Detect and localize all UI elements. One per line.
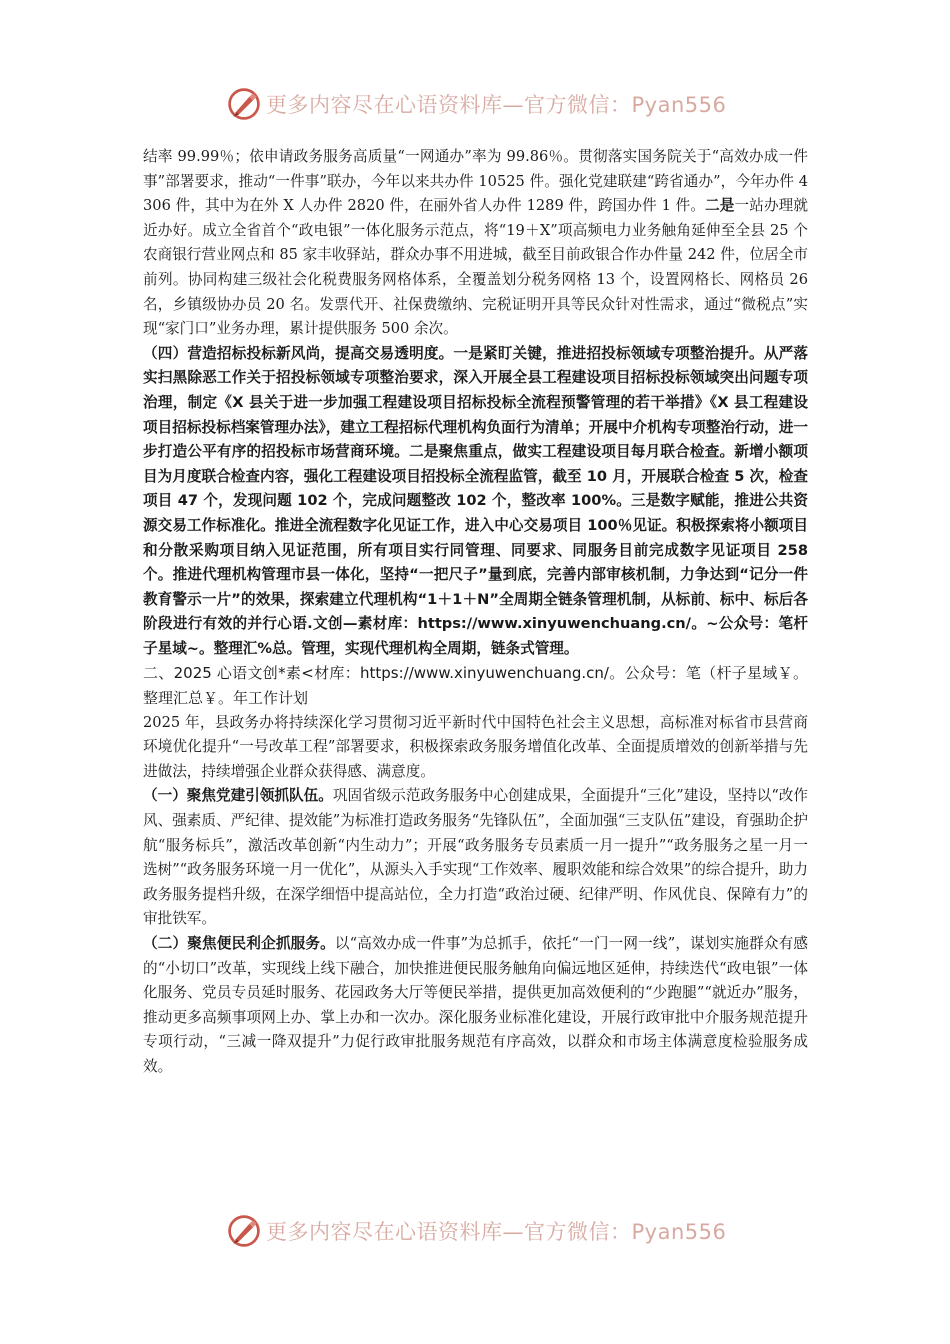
pen-logo-icon bbox=[226, 86, 262, 122]
header-watermark-banner bbox=[226, 84, 746, 124]
document-body bbox=[143, 145, 808, 1080]
paragraph-convenience-service bbox=[143, 932, 808, 1080]
bold-lead: （一）聚焦党建引领抓队伍。 bbox=[143, 787, 333, 805]
paragraph-text: 以“高效办成一件事”为总抓手，依托“一门一网一线”，谋划实施群众有感的“小切口”改革，实现线上线下融合，加快推进便民服务触角向偏远地区延伸，持续迭代“政电银”一体化服务、党员专员延时服务、花园政务大厅等便民举措，提供更加高效便利的“少跑腿”“就近办”服务，推动更多高频事项网上办、掌上办和一次办。深化服务业标准化建设，开展行政审批中介服务规范提升专项行动，“三减一降双提升”力促行政审批服务规范有序高效，以群众和市场主体满意度检验服务成效。 bbox=[143, 935, 808, 1075]
section-heading-2025-plan: 二、2025 心语文创*素<材库：https://www.xinyuwenchuang.cn/。公众号：笔（杆子星域￥。整理汇总￥。年工作计划 bbox=[143, 664, 808, 708]
paragraph-text: 结率 99.99％；依申请政务服务高质量“一网通办”率为 99.86％。贯彻落实国务院关于“高效办成一件事”部署要求，推动“一件事”联办，今年以来共办件 10525 件。强化党建联建“跨省通办”，今年办件 4306 件，其中为在外 X 人办件 2820 件，在丽外省人办件 1289 件，跨国办件 1 件。 bbox=[143, 148, 808, 215]
pen-logo-icon bbox=[226, 1213, 262, 1249]
paragraph-tax-and-service bbox=[143, 145, 808, 342]
paragraph-text: 一站办理就近办好。成立全省首个“政电银”一体化服务示范点，将“19＋X”项高频电力业务触角延伸至全县 25 个农商银行营业网点和 85 家丰收驿站，群众办事不用进城，截至目前政银合作办件量 242 件，位居全市前列。协同构建三级社会化税费服务网格体系，全覆盖划分税务网格 13 个，设置网格长、网格员 26 名，乡镇级协办员 20 名。发票代开、社保费缴纳、完税证明开具等民众针对性需求，通过“微税点”实现“家门口”业务办理，累计提供服务 500 余次。 bbox=[143, 197, 808, 338]
banner-text: 更多内容尽在心语资料库—官方微信：Pyan556 bbox=[266, 1220, 727, 1244]
footer-watermark-banner bbox=[226, 1211, 746, 1251]
paragraph-party-building bbox=[143, 784, 808, 932]
bold-lead: 二是 bbox=[705, 197, 735, 215]
paragraph-bidding-section: （四）营造招标投标新风尚，提高交易透明度。一是紧盯关键，推进招投标领域专项整治提升。从严落实扫黑除恶工作关于招投标领域专项整治要求，深入开展全县工程建设项目招标投标领域突出问题专项治理，制定《X 县关于进一步加强工程建设项目招标投标全流程预警管理的若干举措》《X 县工程建设项目招标投标档案管理办法》，建立工程招标代理机构负面行为清单；开展中介机构专项整治行动，进一步打造公平有序的招投标市场营商环境。二是聚焦重点，做实工程建设项目每月联合检查。新增小额项目为月度联合检查内容，强化工程建设项目招投标全流程监管，截至 10 月，开展联合检查 5 次，检查项目 47 个，发现问题 102 个，完成问题整改 102 个，整改率 100%。三是数字赋能，推进公共资源交易工作标准化。推进全流程数字化见证工作，进入中心交易项目 100％见证。积极探索将小额项目和分散采购项目纳入见证范围，所有项目实行同管理、同要求、同服务目前完成数字见证项目 258 个。推进代理机构管理市县一体化，坚持“一把尺子”量到底，完善内部审核机制，力争达到“记分一件教育警示一片”的效果，探索建立代理机构“1＋1＋N”全周期全链条管理机制，从标前、标中、标后各阶段进行有效的并行心语.文创—素材库：https://www.xinyuwenchuang.cn/。~公众号：笔杆子星域~。整理汇%总。管理，实现代理机构全周期，链条式管理。 bbox=[143, 344, 808, 657]
bold-lead: （二）聚焦便民利企抓服务。 bbox=[143, 935, 335, 952]
paragraph-2025-intro: 2025 年，县政务办将持续深化学习贯彻习近平新时代中国特色社会主义思想，高标准对标省市县营商环境优化提升“一号改革工程”部署要求，积极探索政务服务增值化改革、全面提质增效的创新举措与先进做法，持续增强企业群众获得感、满意度。 bbox=[143, 713, 808, 780]
banner-text: 更多内容尽在心语资料库—官方微信：Pyan556 bbox=[266, 93, 727, 117]
paragraph-text: 巩固省级示范政务服务中心创建成果，全面提升“三化”建设，坚持以“改作风、强素质、严纪律、提效能”为标准打造政务服务“先锋队伍”，全面加强“三支队伍”建设，育强助企护航“服务标兵”，激活改革创新“内生动力”；开展“政务服务专员素质一月一提升”“政务服务之星一月一选树”“政务服务环境一月一优化”，从源头入手实现“工作效率、履职效能和综合效果”的综合提升，助力政务服务提档升级，在深学细悟中提高站位，全力打造“政治过硬、纪律严明、作风优良、保障有力”的审批铁军。 bbox=[143, 787, 808, 928]
